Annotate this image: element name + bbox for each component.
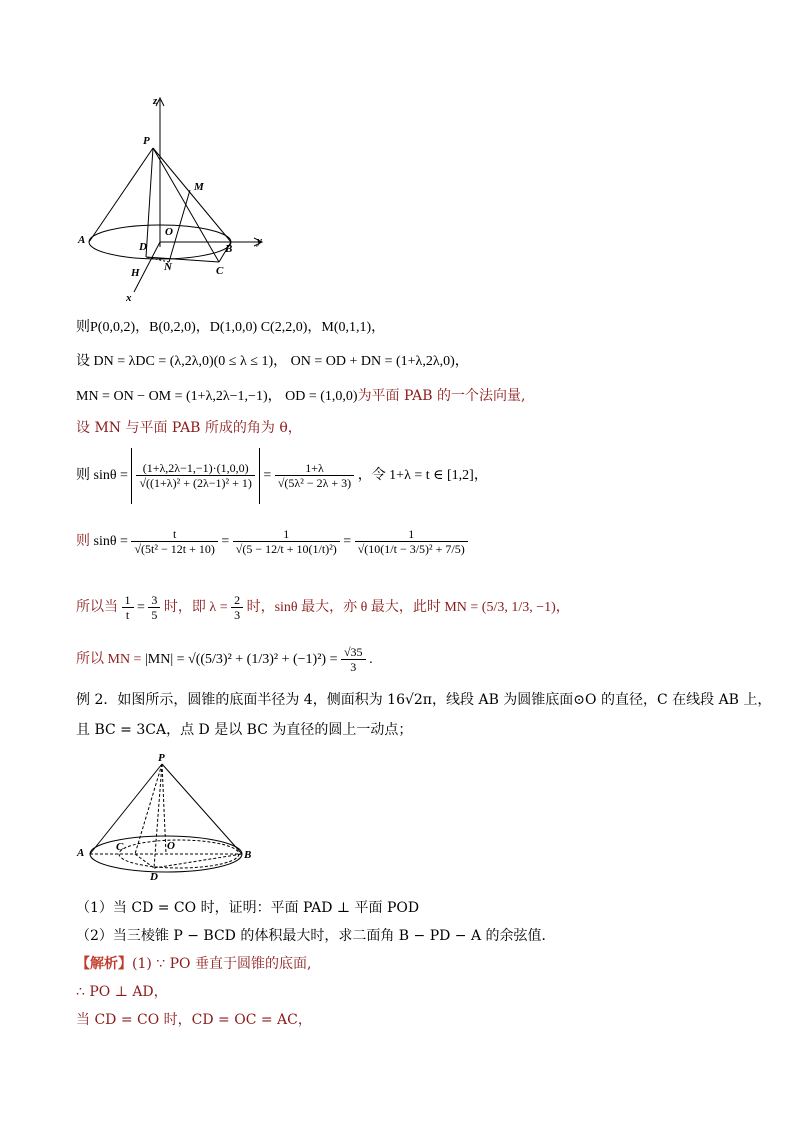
label-D-2: D: [150, 871, 158, 883]
question-1: （1）当 CD = CO 时，证明：平面 PAD ⊥ 平面 POD: [76, 900, 420, 916]
PD-2: [154, 764, 162, 868]
line-coordinates: 则P(0,0,2)，B(0,2,0)，D(1,0,0) C(2,2,0)，M(0,1,1)，: [76, 320, 386, 335]
PD: [146, 148, 153, 257]
line-sin-1: 则 sinθ = $\frac{(1+\lambda,2\lambda-1,-1)\cdot(1,0,0)}{\text{√((1+λ)² + (2λ−1)² + 1)}}$ = $\frac{1+\lambda}{\text{√(5λ² − 2λ + 3)}}$ ，令 1+λ = t ∈ [1,2]，: [76, 448, 488, 504]
label-y: y: [257, 235, 262, 247]
label-x: x: [126, 292, 132, 304]
solution-3: 当 CD = CO 时，CD = OC = AC，: [76, 1012, 312, 1028]
PA-2: [90, 764, 162, 854]
solution-1: 【解析】(1) ∵ PO 垂直于圆锥的底面,: [76, 956, 312, 972]
example-2-line-2: 且 BC = 3CA，点 D 是以 BC 为直径的圆上一动点；: [76, 722, 413, 738]
label-M: M: [194, 181, 204, 193]
line-max: 所以当 $\frac{1}{t}$ = $\frac{3}{5}$ 时，即 λ = $\frac{2}{3}$ 时，sinθ 最大，亦 θ 最大，此时 MN = (5/3, 1/3, −1)，: [76, 593, 570, 623]
line-mn-length: 所以 MN = |MN| = √((5/3)² + (1/3)² + (−1)²) = $\frac{√35}{3}$ .: [76, 645, 373, 675]
sin-fraction-2: $\frac{1+\lambda}{\text{√(5λ² − 2λ + 3)}}$: [275, 461, 354, 490]
label-P: P: [143, 135, 150, 147]
label-A-2: A: [77, 847, 85, 859]
label-D: D: [139, 241, 147, 253]
sin-t-fraction-1: $\frac{t}{\text{√(5t² − 12t + 10)}}$: [131, 527, 217, 556]
question-2: （2）当三棱锥 P − BCD 的体积最大时，求二面角 B − PD − A 的余弦值．: [76, 928, 556, 944]
solution-tag: 【解析】: [76, 956, 132, 972]
solution-2: ∴ PO ⊥ AD，: [76, 984, 168, 1000]
cone-figure-1: [76, 92, 276, 307]
label-H: H: [131, 267, 140, 279]
label-O-2: O: [167, 840, 175, 852]
label-B-2: B: [244, 849, 252, 861]
example-2-line-1: 例 2．如图所示，圆锥的底面半径为 4，侧面积为 16√2π，线段 AB 为圆锥底面⊙O 的直径，C 在线段 AB 上，: [76, 692, 772, 708]
label-O: O: [165, 226, 173, 238]
label-z: z: [153, 95, 158, 107]
line-dn: 设 DN = λDC = (λ,2λ,0)(0 ≤ λ ≤ 1)， ON = OD + DN = (1+λ,2λ,0)，: [76, 354, 469, 369]
label-A: A: [78, 234, 86, 246]
normal-vector-text: 为平面 PAB 的一个法向量,: [357, 388, 526, 404]
line-angle: 设 MN 与平面 PAB 所成的角为 θ，: [76, 420, 302, 436]
label-C-2: C: [116, 841, 124, 853]
line-mn: [76, 386, 525, 407]
sin-t-fraction-3: $\frac{1}{\text{√(10(1/t − 3/5)² + 7/5)}}$: [355, 527, 468, 556]
label-C: C: [216, 265, 224, 277]
label-N: N: [164, 261, 172, 273]
sin-fraction-1: $\frac{(1+\lambda,2\lambda-1,-1)\cdot(1,0,0)}{\text{√((1+λ)² + (2λ−1)² + 1)}}$: [136, 461, 254, 490]
label-B: B: [225, 243, 233, 255]
sin-label: 则 sinθ =: [76, 468, 128, 483]
cone-figure-2: [74, 750, 264, 885]
label-P-2: P: [158, 752, 165, 764]
mn-expr: MN = ON − OM = (1+λ,2λ−1,−1)， OD = (1,0,0): [76, 389, 358, 404]
sin-t-fraction-2: $\frac{1}{\text{√(5 − 12/t + 10(1/t)²)}}$: [233, 527, 340, 556]
line-sin-2: 则 sinθ = $\frac{t}{\text{√(5t² − 12t + 10)}}$ = $\frac{1}{\text{√(5 − 12/t + 10(1/t)²)}}$ = $\frac{1}{\text{√(10(1/t − 3/5)² + 7/5)}}$: [76, 512, 468, 572]
